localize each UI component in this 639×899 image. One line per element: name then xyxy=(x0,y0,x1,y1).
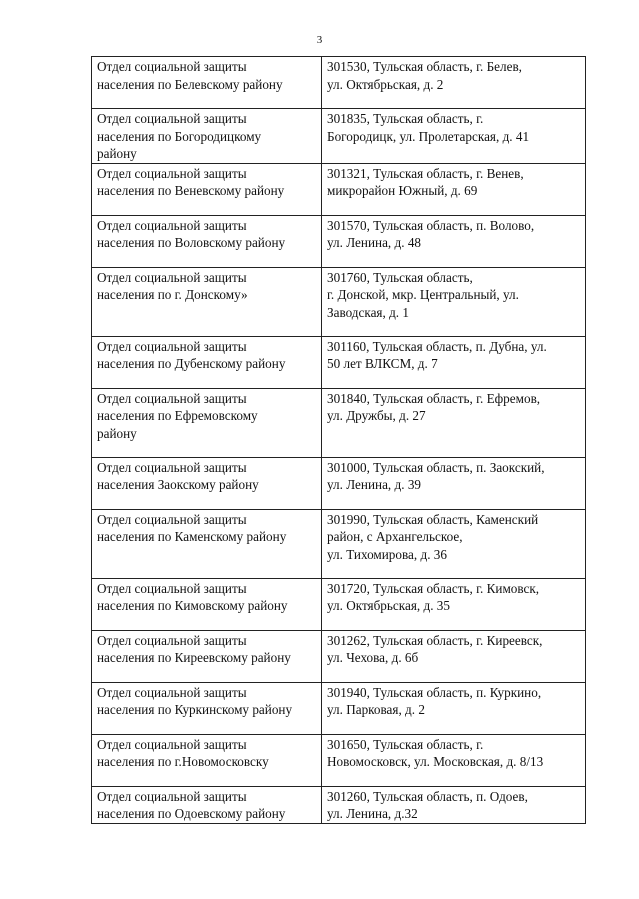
address-cell: 301940, Тульская область, п. Куркино, ул. Парковая, д. 2 xyxy=(322,682,586,734)
table-row xyxy=(92,457,586,509)
department-cell: Отдел социальной защиты населения по Куркинскому району xyxy=(92,682,322,734)
address-cell: 301840, Тульская область, г. Ефремов, ул. Дружбы, д. 27 xyxy=(322,388,586,457)
table-row xyxy=(92,682,586,734)
address-cell: 301260, Тульская область, п. Одоев, ул. Ленина, д.32 xyxy=(322,786,586,823)
address-cell: 301570, Тульская область, п. Волово, ул. Ленина, д. 48 xyxy=(322,215,586,267)
department-cell: Отдел социальной защиты населения по Киреевскому району xyxy=(92,630,322,682)
address-cell: 301720, Тульская область, г. Кимовск, ул. Октябрьская, д. 35 xyxy=(322,578,586,630)
department-cell: Отдел социальной защиты населения по Каменскому району xyxy=(92,509,322,578)
address-cell: 301990, Тульская область, Каменский район, с Архангельское, ул. Тихомирова, д. 36 xyxy=(322,509,586,578)
department-cell: Отдел социальной защиты населения по Ефремовскому району xyxy=(92,388,322,457)
table-row xyxy=(92,336,586,388)
table-row xyxy=(92,578,586,630)
address-cell: 301000, Тульская область, п. Заокский, ул. Ленина, д. 39 xyxy=(322,457,586,509)
department-cell: Отдел социальной защиты населения по Белевскому району xyxy=(92,57,322,109)
table-row xyxy=(92,630,586,682)
table-row xyxy=(92,388,586,457)
table-row xyxy=(92,786,586,823)
table-row xyxy=(92,163,586,215)
address-cell: 301760, Тульская область, г. Донской, мкр. Центральный, ул. Заводская, д. 1 xyxy=(322,267,586,336)
department-cell: Отдел социальной защиты населения по г.Новомосковску xyxy=(92,734,322,786)
address-cell: 301650, Тульская область, г. Новомосковск, ул. Московская, д. 8/13 xyxy=(322,734,586,786)
department-cell: Отдел социальной защиты населения по Веневскому району xyxy=(92,163,322,215)
table-row xyxy=(92,57,586,109)
department-cell: Отдел социальной защиты населения по г. Донскому» xyxy=(92,267,322,336)
department-cell: Отдел социальной защиты населения по Дубенскому району xyxy=(92,336,322,388)
department-cell: Отдел социальной защиты населения по Богородицкому району xyxy=(92,109,322,164)
department-cell: Отдел социальной защиты населения по Кимовскому району xyxy=(92,578,322,630)
table-row xyxy=(92,509,586,578)
social-protection-offices-table xyxy=(91,56,586,824)
table-row xyxy=(92,267,586,336)
department-cell: Отдел социальной защиты населения по Одоевскому району xyxy=(92,786,322,823)
address-cell: 301835, Тульская область, г. Богородицк, ул. Пролетарская, д. 41 xyxy=(322,109,586,164)
table-row xyxy=(92,215,586,267)
department-cell: Отдел социальной защиты населения по Воловскому району xyxy=(92,215,322,267)
department-cell: Отдел социальной защиты населения Заокскому району xyxy=(92,457,322,509)
address-cell: 301160, Тульская область, п. Дубна, ул. 50 лет ВЛКСМ, д. 7 xyxy=(322,336,586,388)
address-cell: 301530, Тульская область, г. Белев, ул. Октябрьская, д. 2 xyxy=(322,57,586,109)
table-row xyxy=(92,734,586,786)
page-number: 3 xyxy=(316,34,323,46)
address-cell: 301321, Тульская область, г. Венев, микрорайон Южный, д. 69 xyxy=(322,163,586,215)
table-row xyxy=(92,109,586,164)
address-cell: 301262, Тульская область, г. Киреевск, ул. Чехова, д. 6б xyxy=(322,630,586,682)
